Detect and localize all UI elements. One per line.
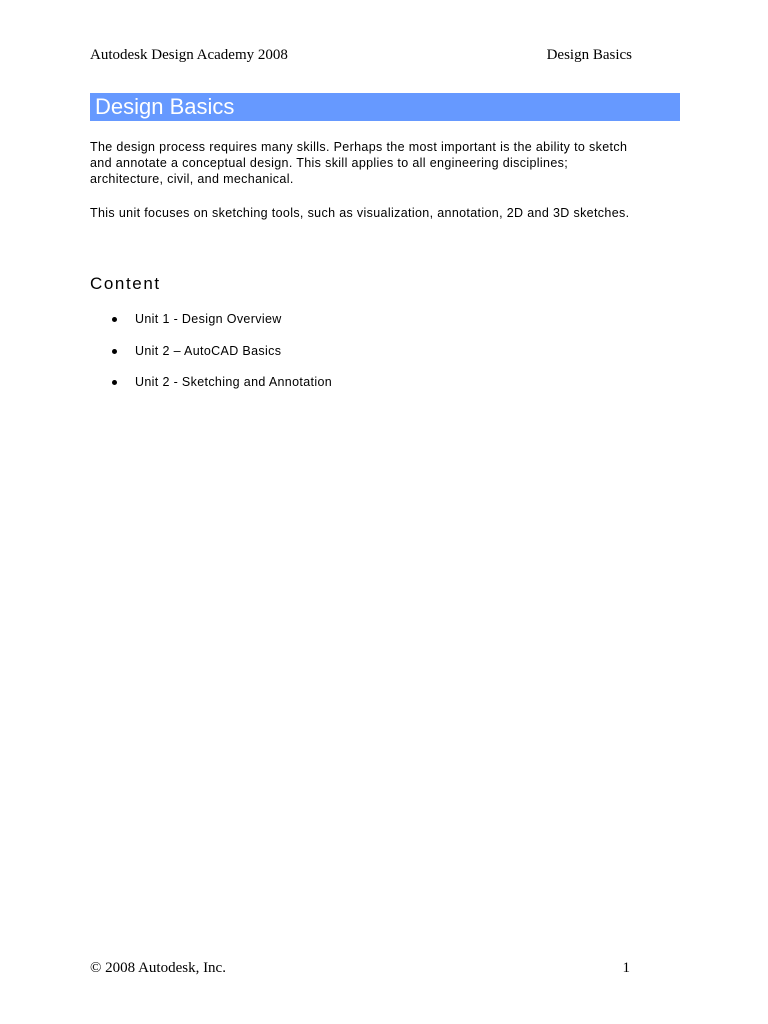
bullet-icon (112, 380, 117, 385)
list-item-text: Unit 2 – AutoCAD Basics (135, 343, 282, 358)
unit-focus-paragraph (90, 205, 690, 221)
list-item-text: Unit 2 - Sketching and Annotation (135, 375, 333, 389)
page-number: 1 (622, 960, 630, 976)
intro-line: architecture, civil, and mechanical. (90, 172, 294, 186)
bullet-icon (112, 317, 117, 322)
header-right-text: Design Basics (546, 47, 632, 63)
content-heading: Content (90, 274, 161, 293)
footer-copyright: © 2008 Autodesk, Inc. (90, 960, 226, 976)
intro-line: The design process requires many skills. Perhaps the most important is the ability to sketch (90, 140, 628, 154)
page-title: Design Basics (95, 94, 235, 119)
title-bar (90, 93, 680, 121)
intro-paragraph (90, 139, 690, 187)
intro-line: and annotate a conceptual design. This skill applies to all engineering disciplines; (90, 156, 569, 170)
bullet-icon (112, 349, 117, 354)
header-left-text: Autodesk Design Academy 2008 (90, 47, 288, 63)
list-item-text: Unit 1 - Design Overview (135, 312, 282, 326)
unit-focus-line: This unit focuses on sketching tools, such as visualization, annotation, 2D and 3D sketches. (90, 206, 630, 220)
